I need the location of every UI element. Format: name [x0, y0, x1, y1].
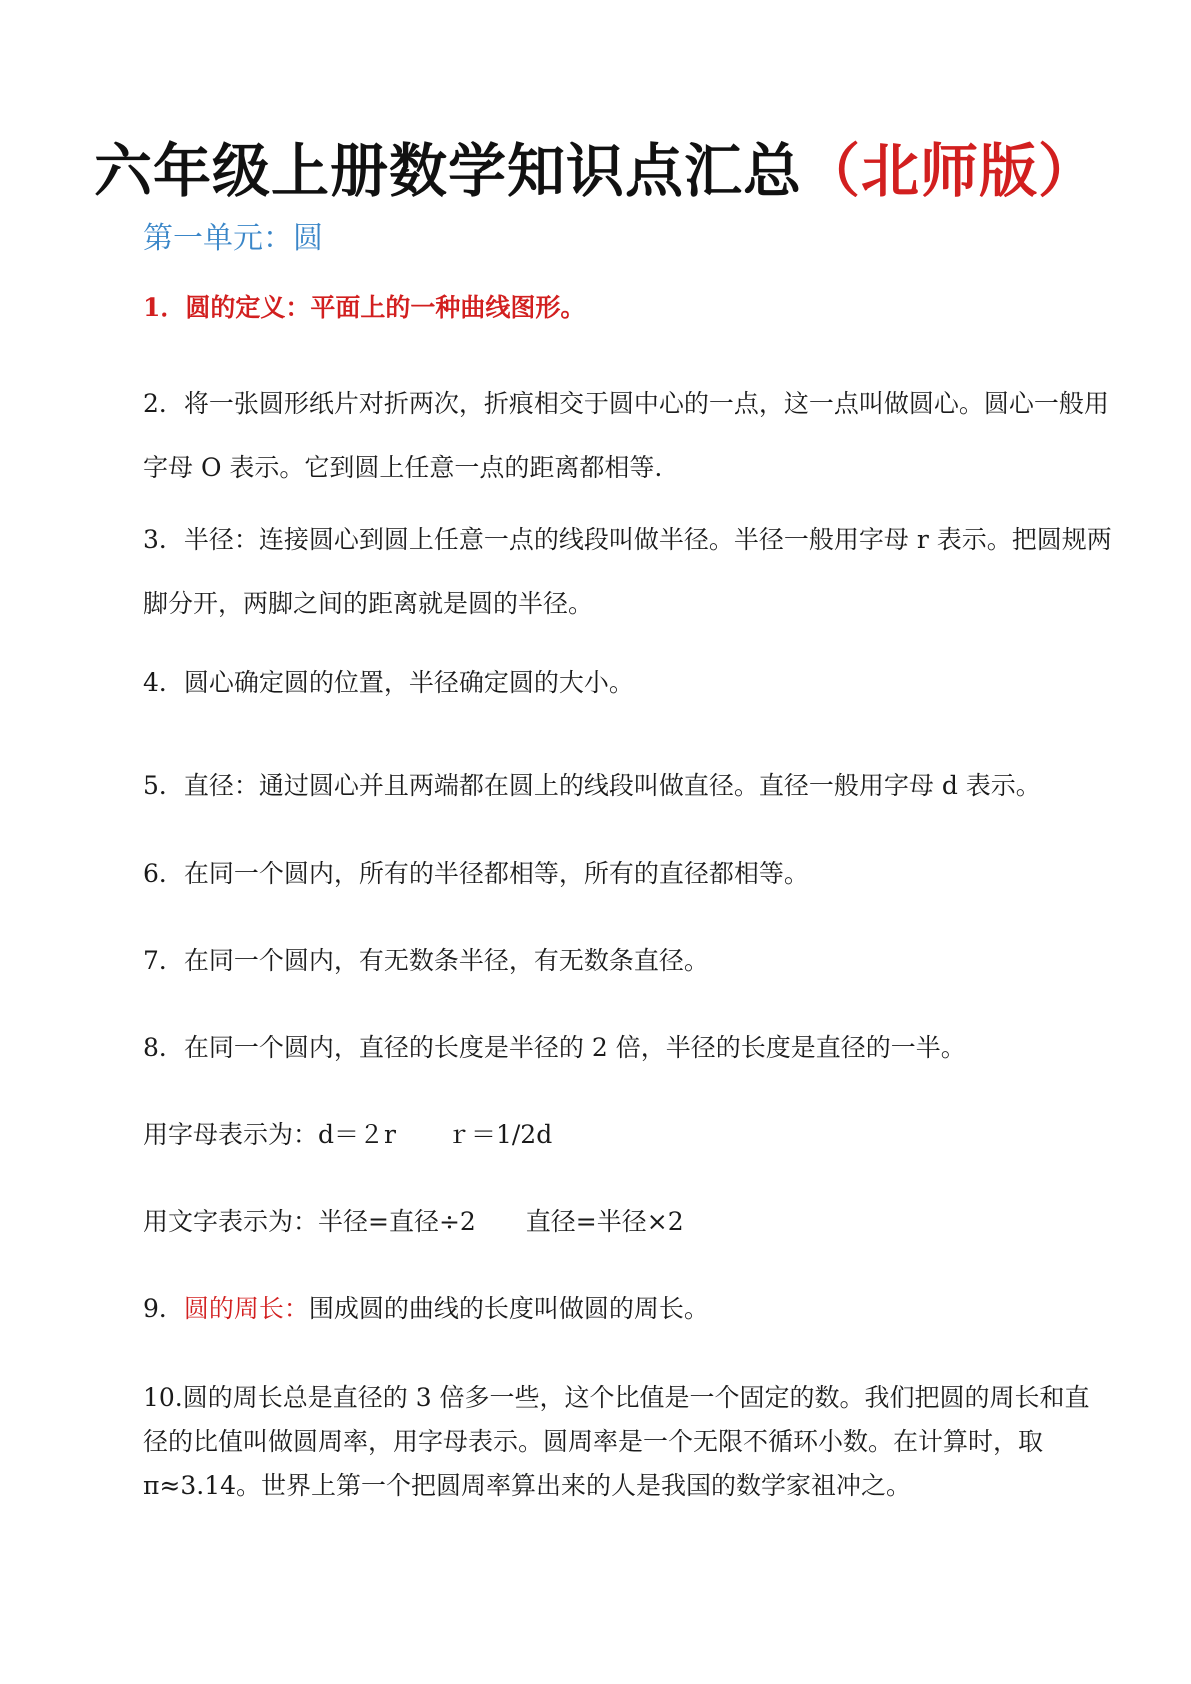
item-10-pi: 10.圆的周长总是直径的 3 倍多一些，这个比值是一个固定的数。我们把圆的周长和直径的比值叫做圆周率，用字母表示。圆周率是一个无限不循环小数。在计算时，取π≈3.14。世界上第一个把圆周率算出来的人是我国的数学家祖冲之。: [143, 1383, 1090, 1500]
title-edition: （北师版）: [802, 136, 1098, 205]
formula-letters: 用字母表示为：d＝２r ｒ＝1/2d: [143, 1120, 553, 1149]
item-6-equal-radii: 6．在同一个圆内，所有的半径都相等，所有的直径都相等。: [143, 859, 809, 888]
item-9-term: 圆的周长：: [183, 1294, 309, 1323]
section-heading: 第一单元：圆: [143, 221, 323, 256]
item-7-infinite-radii: 7．在同一个圆内，有无数条半径，有无数条直径。: [143, 946, 709, 975]
item-4-center-radius: 4．圆心确定圆的位置，半径确定圆的大小。: [143, 668, 634, 697]
item-9-circumference: [143, 1287, 1113, 1331]
item-2-circle-center: 2．将一张圆形纸片对折两次，折痕相交于圆中心的一点，这一点叫做圆心。圆心一般用字母 O 表示。它到圆上任意一点的距离都相等.: [143, 389, 1109, 482]
item-9-definition: 围成圆的曲线的长度叫做圆的周长。: [308, 1294, 709, 1323]
title-main: 六年级上册数学知识点汇总: [93, 136, 802, 205]
item-1-circle-definition: 1．圆的定义：平面上的一种曲线图形。: [143, 293, 586, 322]
item-5-diameter: 5．直径：通过圆心并且两端都在圆上的线段叫做直径。直径一般用字母 d 表示。: [143, 771, 1041, 800]
item-9-number: 9．: [143, 1294, 184, 1323]
formula-words: 用文字表示为：半径=直径÷2 直径=半径×2: [143, 1207, 684, 1236]
document-title: [0, 131, 1191, 211]
item-8-diameter-radius-relation: 8．在同一个圆内，直径的长度是半径的 2 倍，半径的长度是直径的一半。: [143, 1033, 966, 1062]
item-3-radius: 3．半径：连接圆心到圆上任意一点的线段叫做半径。半径一般用字母 r 表示。把圆规两脚分开，两脚之间的距离就是圆的半径。: [143, 525, 1112, 618]
